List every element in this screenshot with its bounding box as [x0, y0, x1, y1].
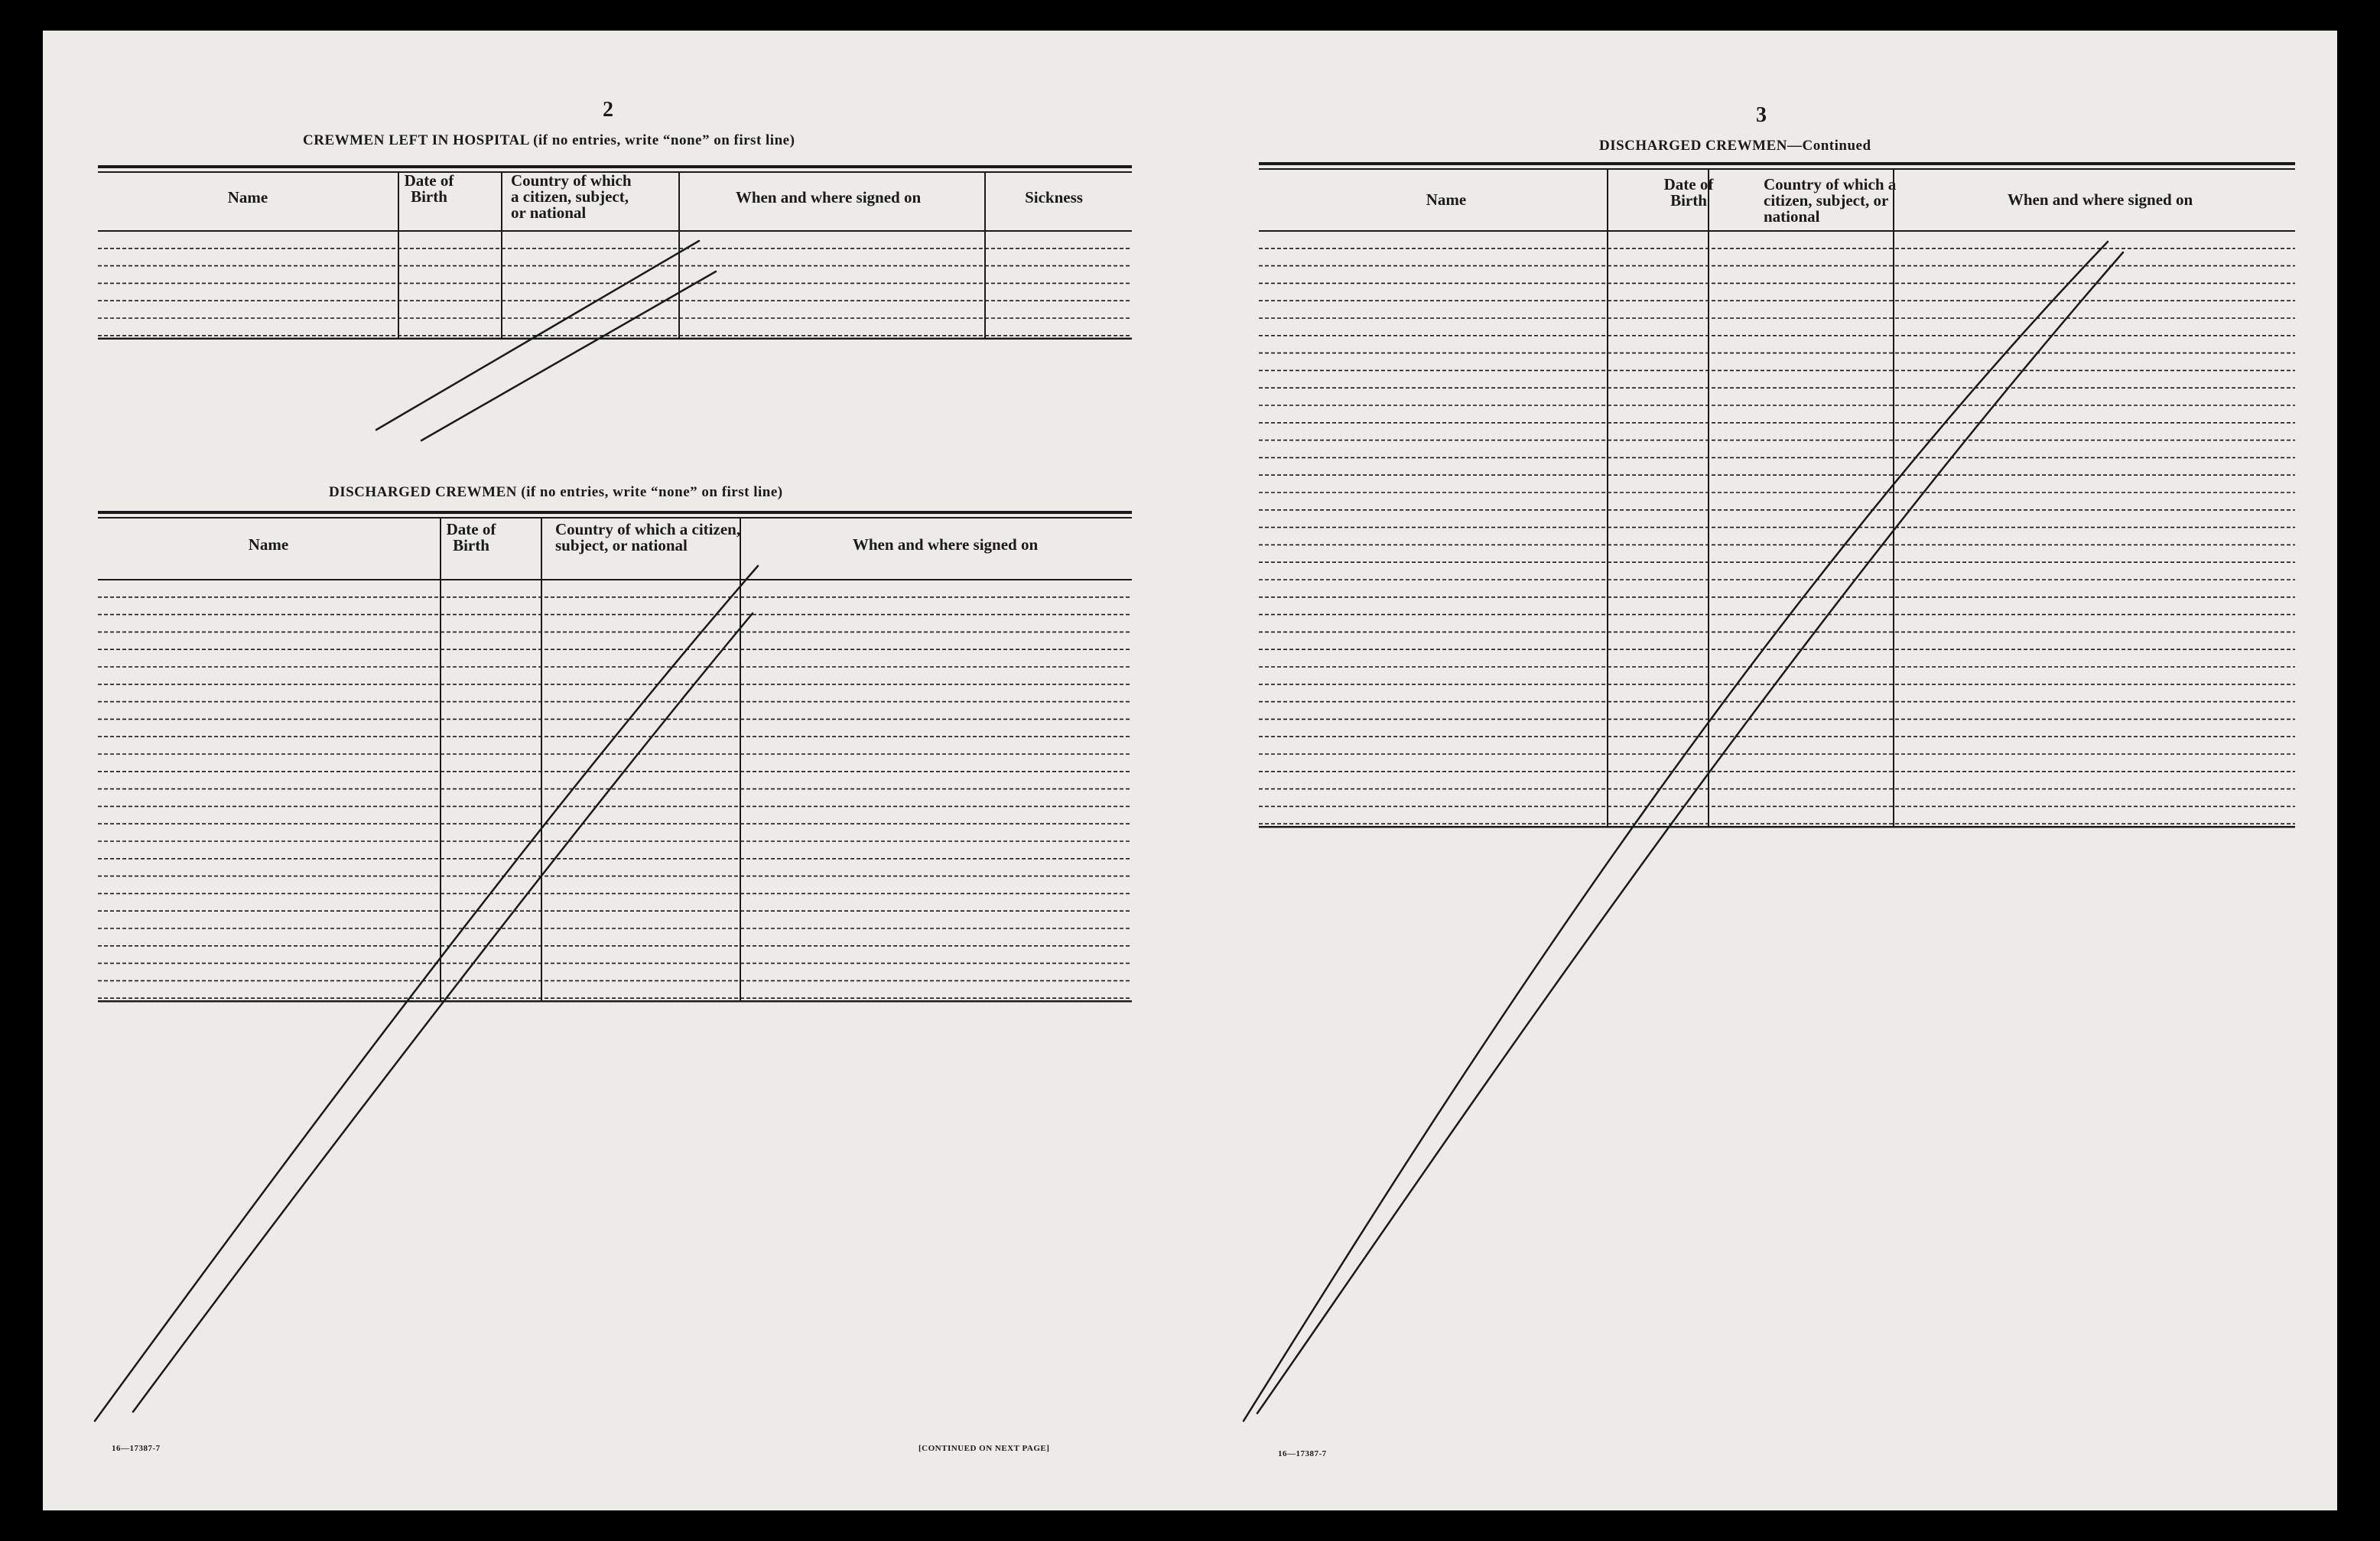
right-section-title [1599, 138, 1871, 154]
paper-sheet [43, 31, 2337, 1510]
discharged-strike-line-1 [95, 566, 758, 1421]
left-page-number: 2 [603, 98, 613, 122]
hospital-col-country: Country of which a citizen, subject, or national [511, 171, 632, 222]
left-footer-code: 16—17387-7 [112, 1444, 161, 1453]
right-title-text: DISCHARGED CREWMEN [1599, 138, 1787, 154]
right-footer-code: 16—17387-7 [1278, 1449, 1327, 1458]
right-col-signed-on: When and where signed on [2007, 190, 2193, 209]
discharged-col-date-of-birth: Date of Birth [446, 520, 496, 554]
discharged-title-text: DISCHARGED CREWMEN [329, 484, 517, 500]
discharged-section-title [329, 484, 783, 501]
right-col-date-of-birth: Date of Birth [1663, 175, 1714, 210]
right-title-suffix: —Continued [1787, 138, 1871, 154]
hospital-section-title [303, 132, 795, 149]
discharged-col-signed-on: When and where signed on [852, 535, 1039, 554]
right-col-name: Name [1426, 190, 1467, 209]
hospital-col-sickness: Sickness [1025, 188, 1083, 206]
hospital-title-note: (if no entries, write “none” on first line) [533, 132, 795, 148]
left-footer-continued: [CONTINUED ON NEXT PAGE] [919, 1444, 1050, 1453]
discharged-col-country: Country of which a citizen, subject, or national [555, 520, 741, 554]
right-page-number: 3 [1756, 103, 1767, 127]
hospital-col-name: Name [227, 188, 268, 206]
hospital-col-date-of-birth: Date of Birth [404, 171, 454, 206]
discharged-col-name: Name [248, 535, 289, 554]
discharged-strike-line-2 [133, 613, 753, 1412]
hospital-title-text: CREWMEN LEFT IN HOSPITAL [303, 132, 529, 148]
hospital-col-signed-on: When and where signed on [735, 188, 922, 206]
right-col-country: Country of which a citizen, subject, or national [1764, 175, 1897, 226]
form-rules [43, 31, 2337, 1510]
discharged-title-note: (if no entries, write “none” on first line) [521, 484, 783, 500]
hospital-strike-line-2 [421, 271, 716, 441]
continued-strike-line-2 [1257, 252, 2123, 1413]
